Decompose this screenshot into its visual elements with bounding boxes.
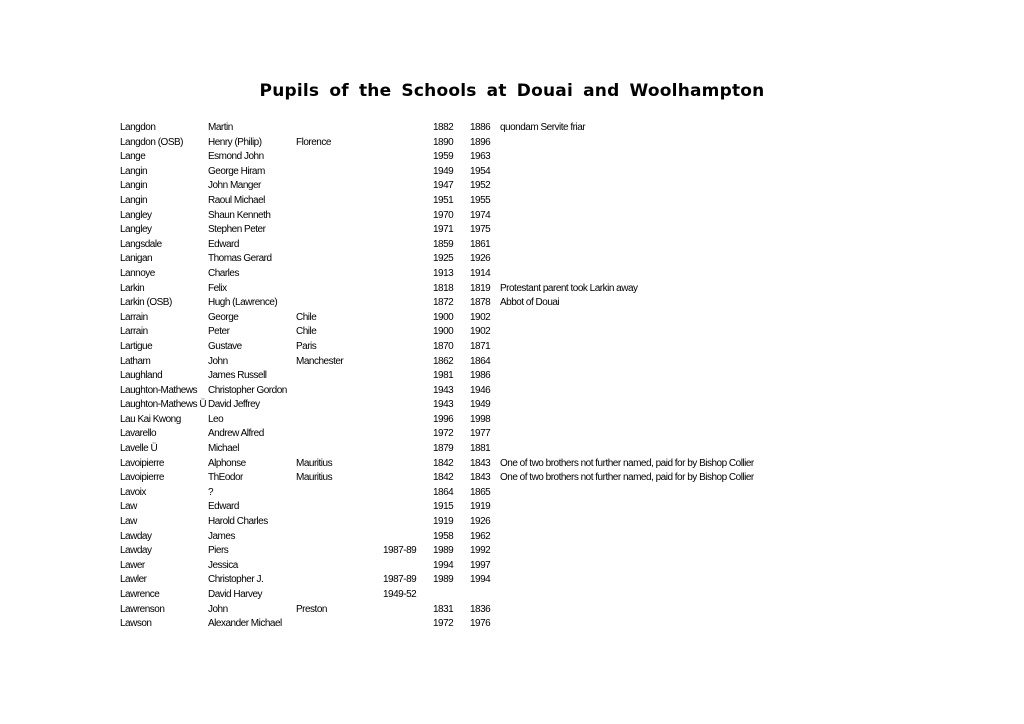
pupil-list	[0, 121, 1024, 632]
year-from-cell: 1947	[433, 180, 454, 192]
forename-cell: Michael	[208, 443, 239, 455]
surname-cell: Laughton-Mathews	[120, 384, 198, 396]
forename-cell: Piers	[208, 545, 229, 557]
forename-cell: Shaun Kenneth	[208, 209, 271, 221]
year-to-cell: 1871	[470, 340, 491, 352]
forename-cell: Alphonse	[208, 457, 246, 469]
year-to-cell: 1886	[470, 122, 491, 133]
surname-cell: Lavoipierre	[120, 472, 164, 484]
year-to-cell: 1946	[470, 384, 491, 396]
year-to-cell: 1865	[470, 486, 491, 498]
table-row	[0, 296, 1024, 311]
table-row	[0, 311, 1024, 326]
year-to-cell: 1976	[470, 618, 491, 630]
year-from-cell: 1864	[433, 486, 454, 498]
year-from-cell: 1882	[433, 122, 454, 133]
forename-cell: David Harvey	[208, 589, 263, 600]
table-row	[0, 179, 1024, 194]
note-cell: One of two brothers not further named, paid for by Bishop Collier	[500, 457, 754, 469]
table-row	[0, 413, 1024, 428]
period-cell: 1987-89	[383, 545, 417, 557]
forename-cell: David Jeffrey	[208, 399, 260, 411]
table-row	[0, 194, 1024, 209]
surname-cell: Lannoye	[120, 267, 155, 279]
year-to-cell: 1896	[470, 136, 491, 148]
table-row	[0, 603, 1024, 618]
table-row	[0, 223, 1024, 238]
year-from-cell: 1919	[433, 516, 454, 528]
forename-cell: Raoul Michael	[208, 194, 265, 206]
surname-cell: Langdon (OSB)	[120, 136, 183, 148]
surname-cell: Lawday	[120, 545, 152, 557]
surname-cell: Lanigan	[120, 253, 153, 265]
surname-cell: Larkin (OSB)	[120, 297, 172, 309]
year-from-cell: 1972	[433, 618, 454, 630]
year-to-cell: 1864	[470, 355, 491, 367]
year-from-cell: 1859	[433, 238, 454, 250]
table-row	[0, 398, 1024, 413]
table-row	[0, 165, 1024, 180]
surname-cell: Lawday	[120, 530, 152, 542]
forename-cell: James	[208, 530, 235, 542]
year-to-cell: 1974	[470, 209, 491, 221]
forename-cell: George	[208, 311, 239, 323]
table-row	[0, 617, 1024, 632]
note-cell: quondam Servite friar	[500, 122, 586, 133]
forename-cell: Jessica	[208, 559, 238, 571]
surname-cell: Lawrence	[120, 589, 160, 600]
surname-cell: Langin	[120, 165, 148, 177]
year-from-cell: 1870	[433, 340, 454, 352]
forename-cell: ThEodor	[208, 472, 243, 484]
year-from-cell: 1959	[433, 151, 454, 163]
year-from-cell: 1915	[433, 501, 454, 513]
surname-cell: Lavelle Ü	[120, 443, 158, 455]
year-from-cell: 1818	[433, 282, 454, 294]
year-to-cell: 1919	[470, 501, 491, 513]
year-from-cell: 1949	[433, 165, 454, 177]
surname-cell: Lau Kai Kwong	[120, 413, 181, 425]
page-title: Pupils of the Schools at Douai and Woolhampton	[259, 81, 765, 101]
year-to-cell: 1926	[470, 253, 491, 265]
origin-cell: Chile	[296, 326, 317, 338]
year-to-cell: 1902	[470, 311, 491, 323]
year-from-cell: 1872	[433, 297, 454, 309]
year-to-cell: 1963	[470, 151, 491, 163]
surname-cell: Laughton-Mathews Ü	[120, 399, 206, 411]
forename-cell: John	[208, 355, 228, 367]
forename-cell: Stephen Peter	[208, 224, 266, 236]
table-row	[0, 369, 1024, 384]
table-row	[0, 355, 1024, 370]
forename-cell: Hugh (Lawrence)	[208, 297, 278, 309]
surname-cell: Lartigue	[120, 340, 153, 352]
year-from-cell: 1900	[433, 326, 454, 338]
table-row	[0, 544, 1024, 559]
table-row	[0, 471, 1024, 486]
forename-cell: Leo	[208, 413, 224, 425]
table-row	[0, 150, 1024, 165]
surname-cell: Larkin	[120, 282, 145, 294]
forename-cell: Martin	[208, 122, 233, 133]
surname-cell: Larrain	[120, 311, 148, 323]
forename-cell: Henry (Philip)	[208, 136, 262, 148]
forename-cell: Andrew Alfred	[208, 428, 264, 440]
origin-cell: Paris	[296, 340, 317, 352]
origin-cell: Florence	[296, 136, 331, 148]
forename-cell: Esmond John	[208, 151, 264, 163]
surname-cell: Larrain	[120, 326, 148, 338]
year-from-cell: 1913	[433, 267, 454, 279]
surname-cell: Lawler	[120, 574, 147, 586]
year-from-cell: 1981	[433, 370, 454, 382]
year-from-cell: 1879	[433, 443, 454, 455]
surname-cell: Lange	[120, 151, 146, 163]
year-from-cell: 1842	[433, 472, 454, 484]
table-row	[0, 442, 1024, 457]
year-from-cell: 1943	[433, 384, 454, 396]
forename-cell: John Manger	[208, 180, 261, 192]
origin-cell: Chile	[296, 311, 317, 323]
surname-cell: Langsdale	[120, 238, 162, 250]
forename-cell: ?	[208, 486, 214, 498]
forename-cell: Christopher Gordon	[208, 384, 287, 396]
forename-cell: John	[208, 603, 228, 615]
forename-cell: Gustave	[208, 340, 242, 352]
forename-cell: Charles	[208, 267, 239, 279]
note-cell: Protestant parent took Larkin away	[500, 282, 638, 294]
year-from-cell: 1994	[433, 559, 454, 571]
year-to-cell: 1977	[470, 428, 491, 440]
year-to-cell: 1902	[470, 326, 491, 338]
forename-cell: Christopher J.	[208, 574, 264, 586]
surname-cell: Lavoipierre	[120, 457, 164, 469]
surname-cell: Lavoix	[120, 486, 146, 498]
year-from-cell: 1996	[433, 413, 454, 425]
forename-cell: Alexander Michael	[208, 618, 282, 630]
forename-cell: Edward	[208, 238, 239, 250]
year-to-cell: 1861	[470, 238, 491, 250]
year-to-cell: 1998	[470, 413, 491, 425]
table-row	[0, 588, 1024, 603]
table-row	[0, 384, 1024, 399]
year-from-cell: 1943	[433, 399, 454, 411]
year-from-cell: 1831	[433, 603, 454, 615]
year-from-cell: 1989	[433, 545, 454, 557]
year-to-cell: 1997	[470, 559, 491, 571]
year-to-cell: 1994	[470, 574, 491, 586]
year-to-cell: 1881	[470, 443, 491, 455]
period-cell: 1949-52	[383, 589, 417, 600]
origin-cell: Manchester	[296, 355, 344, 367]
year-to-cell: 1843	[470, 472, 491, 484]
note-cell: Abbot of Douai	[500, 297, 560, 309]
origin-cell: Preston	[296, 603, 327, 615]
year-from-cell: 1958	[433, 530, 454, 542]
table-row	[0, 486, 1024, 501]
year-from-cell: 1970	[433, 209, 454, 221]
forename-cell: Peter	[208, 326, 230, 338]
surname-cell: Laughland	[120, 370, 163, 382]
surname-cell: Lavarello	[120, 428, 157, 440]
surname-cell: Langin	[120, 194, 148, 206]
year-to-cell: 1914	[470, 267, 491, 279]
table-row	[0, 457, 1024, 472]
surname-cell: Law	[120, 516, 137, 528]
surname-cell: Langdon	[120, 122, 156, 133]
year-to-cell: 1836	[470, 603, 491, 615]
surname-cell: Latham	[120, 355, 151, 367]
year-from-cell: 1971	[433, 224, 454, 236]
table-row	[0, 515, 1024, 530]
table-row	[0, 573, 1024, 588]
table-row	[0, 325, 1024, 340]
year-to-cell: 1955	[470, 194, 491, 206]
year-from-cell: 1951	[433, 194, 454, 206]
year-from-cell: 1842	[433, 457, 454, 469]
year-to-cell: 1926	[470, 516, 491, 528]
year-to-cell: 1843	[470, 457, 491, 469]
forename-cell: Edward	[208, 501, 239, 513]
forename-cell: George Hiram	[208, 165, 265, 177]
table-row	[0, 340, 1024, 355]
table-row	[0, 427, 1024, 442]
year-to-cell: 1975	[470, 224, 491, 236]
surname-cell: Law	[120, 501, 137, 513]
forename-cell: Thomas Gerard	[208, 253, 272, 265]
surname-cell: Langley	[120, 224, 152, 236]
table-row	[0, 500, 1024, 515]
note-cell: One of two brothers not further named, paid for by Bishop Collier	[500, 472, 754, 484]
surname-cell: Lawer	[120, 559, 145, 571]
origin-cell: Mauritius	[296, 457, 333, 469]
year-to-cell: 1819	[470, 282, 491, 294]
origin-cell: Mauritius	[296, 472, 333, 484]
surname-cell: Langley	[120, 209, 152, 221]
year-from-cell: 1925	[433, 253, 454, 265]
surname-cell: Lawson	[120, 618, 152, 630]
year-to-cell: 1878	[470, 297, 491, 309]
table-row	[0, 530, 1024, 545]
forename-cell: Harold Charles	[208, 516, 268, 528]
year-to-cell: 1949	[470, 399, 491, 411]
table-row	[0, 209, 1024, 224]
year-from-cell: 1972	[433, 428, 454, 440]
table-row	[0, 238, 1024, 253]
table-row	[0, 282, 1024, 297]
table-row	[0, 136, 1024, 151]
year-from-cell: 1900	[433, 311, 454, 323]
year-to-cell: 1952	[470, 180, 491, 192]
year-from-cell: 1989	[433, 574, 454, 586]
table-row	[0, 559, 1024, 574]
surname-cell: Langin	[120, 180, 148, 192]
table-row	[0, 252, 1024, 267]
year-from-cell: 1890	[433, 136, 454, 148]
year-to-cell: 1954	[470, 165, 491, 177]
forename-cell: James Russell	[208, 370, 267, 382]
table-row	[0, 121, 1024, 136]
forename-cell: Felix	[208, 282, 227, 294]
period-cell: 1987-89	[383, 574, 417, 586]
year-to-cell: 1992	[470, 545, 491, 557]
year-to-cell: 1962	[470, 530, 491, 542]
table-row	[0, 267, 1024, 282]
year-to-cell: 1986	[470, 370, 491, 382]
surname-cell: Lawrenson	[120, 603, 165, 615]
year-from-cell: 1862	[433, 355, 454, 367]
